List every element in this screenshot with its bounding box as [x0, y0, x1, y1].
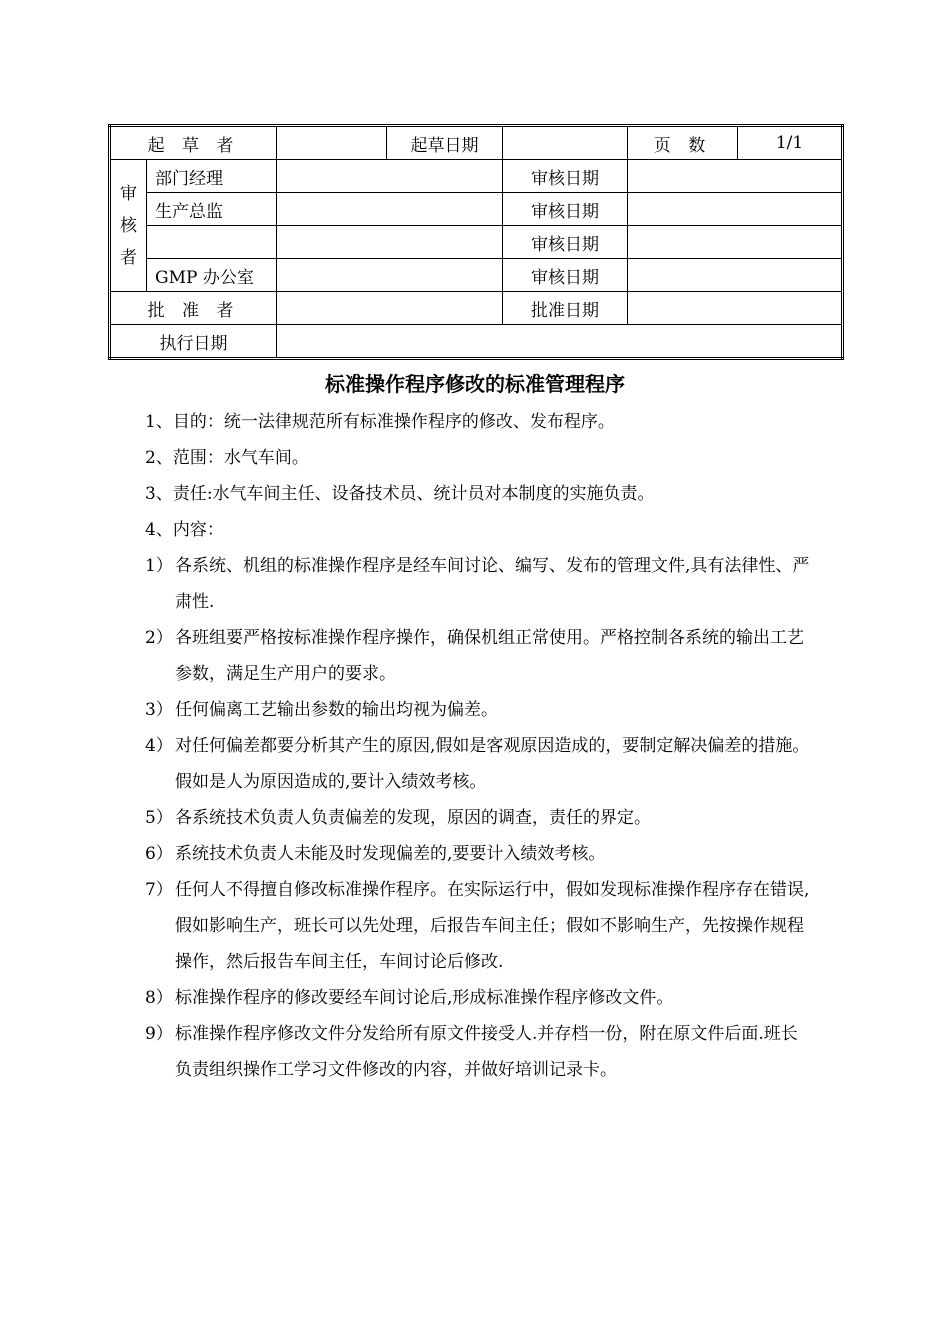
list-item [145, 1016, 810, 1088]
drafter-row [110, 126, 843, 160]
section-content-heading: 4、内容： [145, 520, 224, 540]
list-item [145, 872, 810, 980]
reviewer-label-char: 核 [120, 215, 137, 236]
reviewer-signature [277, 160, 503, 193]
list-item-text: 对任何偏差都要分析其产生的原因,假如是客观原因造成的，要制定解决偏差的措施。假如是人为原因造成的,要计入绩效考核。 [175, 736, 810, 792]
approver-row [110, 292, 843, 325]
draft-date-value [503, 126, 628, 160]
reviewer-signature [277, 259, 503, 292]
list-item-text: 任何人不得擅自修改标准操作程序。在实际运行中，假如发现标准操作程序存在错误,假如影响生产，班长可以先处理，后报告车间主任；假如不影响生产，先按操作规程操作，然后报告车间主任，车间讨论后修改. [175, 880, 810, 972]
list-item-number: 5） [145, 808, 173, 828]
reviewer-label-char: 者 [120, 247, 137, 268]
review-date-label: 审核日期 [503, 226, 628, 259]
list-item-text: 各班组要严格按标准操作程序操作，确保机组正常使用。严格控制各系统的输出工艺参数，满足生产用户的要求。 [175, 628, 804, 684]
list-item-text: 标准操作程序的修改要经车间讨论后,形成标准操作程序修改文件。 [175, 988, 674, 1008]
list-item-number: 3） [145, 700, 173, 720]
approver-label: 批 准 者 [110, 292, 277, 325]
list-item [145, 836, 810, 872]
list-item-text: 标准操作程序修改文件分发给所有原文件接受人.并存档一份，附在原文件后面.班长负责组织操作工学习文件修改的内容，并做好培训记录卡。 [175, 1024, 798, 1080]
approver-signature [277, 292, 503, 325]
page-count-label: 页 数 [628, 126, 738, 160]
review-date-label: 审核日期 [503, 160, 628, 193]
review-date-value [628, 193, 843, 226]
review-date-label: 审核日期 [503, 193, 628, 226]
section-scope: 2、范围：水气车间。 [145, 448, 309, 468]
reviewer-row [110, 259, 843, 292]
reviewer-row [110, 226, 843, 259]
document-body [145, 404, 810, 1088]
list-item-number: 1） [145, 556, 173, 576]
reviewer-role: 部门经理 [147, 160, 277, 193]
drafter-value [277, 126, 387, 160]
reviewer-signature [277, 193, 503, 226]
review-date-value [628, 160, 843, 193]
reviewer-role [147, 226, 277, 259]
draft-date-label: 起草日期 [387, 126, 503, 160]
review-date-value [628, 226, 843, 259]
list-item-number: 4） [145, 736, 173, 756]
approve-date-value [628, 292, 843, 325]
drafter-label: 起 草 者 [110, 126, 277, 160]
reviewer-row [110, 160, 843, 193]
list-item-number: 7） [145, 880, 173, 900]
reviewer-label-char: 审 [120, 183, 137, 204]
section-purpose: 1、目的：统一法律规范所有标准操作程序的修改、发布程序。 [145, 412, 615, 432]
reviewer-role: GMP 办公室 [147, 259, 277, 292]
reviewer-role: 生产总监 [147, 193, 277, 226]
list-item-text: 各系统、机组的标准操作程序是经车间讨论、编写、发布的管理文件,具有法律性、严肃性. [175, 556, 810, 612]
list-item [145, 620, 810, 692]
list-item [145, 980, 810, 1016]
list-item [145, 692, 810, 728]
list-item [145, 800, 810, 836]
list-item [145, 548, 810, 620]
page-count-value: 1/1 [738, 126, 843, 160]
effective-date-label: 执行日期 [110, 325, 277, 359]
document-title: 标准操作程序修改的标准管理程序 [325, 372, 625, 396]
list-item [145, 728, 810, 800]
approval-header-table [108, 124, 844, 360]
review-date-label: 审核日期 [503, 259, 628, 292]
effective-row [110, 325, 843, 359]
list-item-number: 6） [145, 844, 173, 864]
reviewer-row [110, 193, 843, 226]
list-item-number: 2） [145, 628, 173, 648]
list-item-text: 任何偏离工艺输出参数的输出均视为偏差。 [175, 700, 498, 720]
list-item-number: 8） [145, 988, 173, 1008]
reviewer-label [110, 160, 147, 292]
list-item-text: 各系统技术负责人负责偏差的发现，原因的调查，责任的界定。 [175, 808, 651, 828]
effective-date-value [277, 325, 843, 359]
review-date-value [628, 259, 843, 292]
reviewer-signature [277, 226, 503, 259]
list-item-text: 系统技术负责人未能及时发现偏差的,要要计入绩效考核。 [175, 844, 606, 864]
approve-date-label: 批准日期 [503, 292, 628, 325]
section-responsibility: 3、责任:水气车间主任、设备技术员、统计员对本制度的实施负责。 [145, 484, 655, 504]
list-item-number: 9） [145, 1024, 173, 1044]
